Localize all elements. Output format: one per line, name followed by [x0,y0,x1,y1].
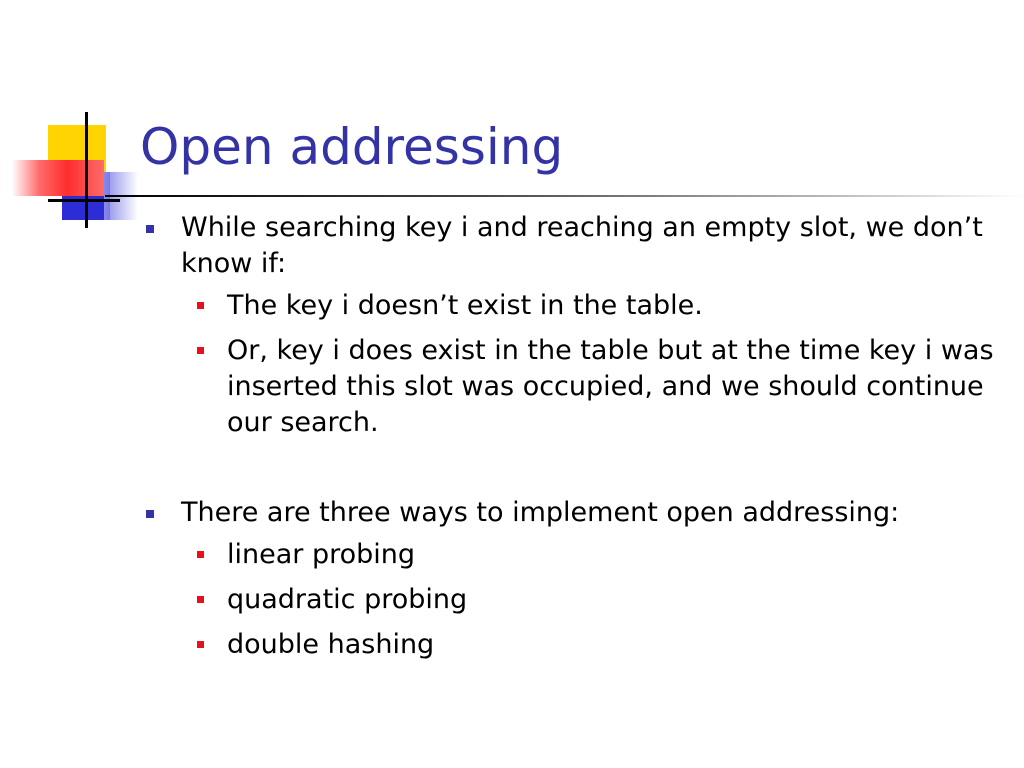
bullet-item-three-ways [140,495,1010,663]
horizontal-line-shape [48,199,120,202]
square-bullet-icon [197,302,204,309]
slide-content [140,210,1010,672]
square-bullet-icon [146,225,154,233]
sub-bullet-text: double hashing [227,629,435,660]
title-underline [105,195,1024,197]
sub-bullet-list [181,288,1010,441]
sub-bullet-list [181,537,1010,663]
sub-bullet-text: linear probing [227,539,416,570]
bullet-item-searching [140,210,1010,441]
bullet-text: There are three ways to implement open addressing: [181,497,900,528]
square-bullet-icon [197,641,204,648]
square-bullet-icon [146,510,154,518]
sub-bullet-item [181,582,1010,618]
sub-bullet-text: quadratic probing [227,584,468,615]
square-bullet-icon [197,596,204,603]
slide-title: Open addressing [140,118,564,176]
sub-bullet-item [181,288,1010,324]
square-bullet-icon [197,551,204,558]
sub-bullet-item [181,333,1010,441]
red-bar-shape [12,160,104,196]
sub-bullet-text: Or, key i does exist in the table but at the time key i was inserted this slot was occupied, and we should continue our search. [227,335,994,438]
bullet-text: While searching key i and reaching an empty slot, we don’t know if: [181,212,983,279]
sub-bullet-item [181,627,1010,663]
square-bullet-icon [197,347,204,354]
vertical-line-shape [85,112,88,228]
bullet-list [140,210,1010,663]
decorative-squares-logo [0,0,150,240]
sub-bullet-text: The key i doesn’t exist in the table. [227,290,703,321]
sub-bullet-item [181,537,1010,573]
